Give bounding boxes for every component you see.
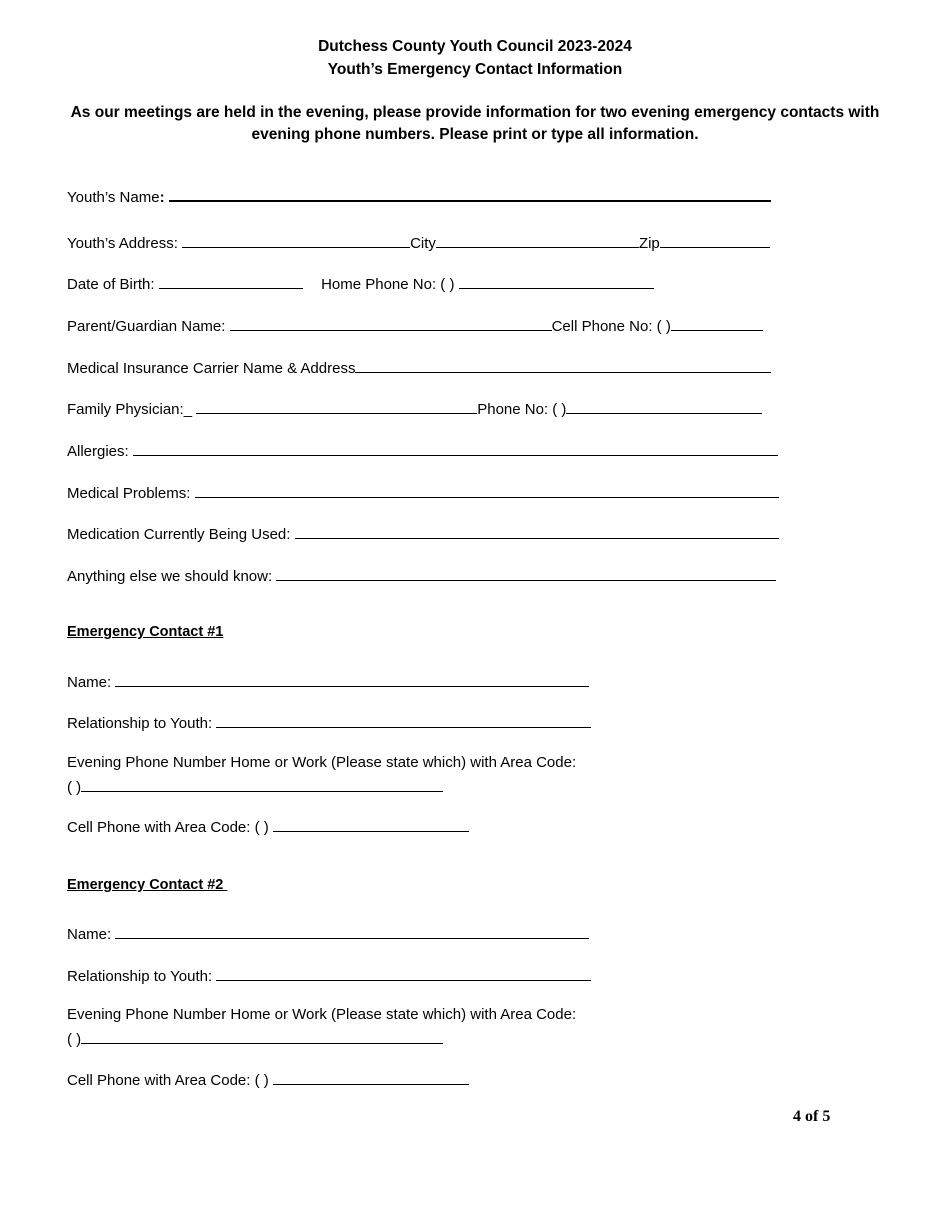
dob-field[interactable] bbox=[159, 273, 303, 289]
contact1-name-label: Name: bbox=[67, 674, 112, 691]
home-phone-field[interactable] bbox=[459, 273, 654, 289]
contact2-name-field[interactable] bbox=[115, 923, 589, 939]
contact1-evening-phone-label: Evening Phone Number Home or Work (Please state which) with Area Code: bbox=[67, 754, 577, 771]
contact1-cell-field[interactable] bbox=[273, 816, 469, 832]
emergency-contact-2-heading: Emergency Contact #2 bbox=[67, 877, 228, 893]
contact2-cell-row bbox=[67, 1069, 469, 1090]
contact1-area-code: ( ) bbox=[67, 779, 82, 796]
contact1-name-row bbox=[67, 671, 589, 692]
contact1-cell-label: Cell Phone with Area Code: ( ) bbox=[67, 819, 269, 836]
allergies-label: Allergies: bbox=[67, 443, 129, 460]
insurance-row bbox=[67, 357, 771, 378]
home-phone-label: Home Phone No: ( ) bbox=[321, 276, 455, 293]
contact2-cell-label: Cell Phone with Area Code: ( ) bbox=[67, 1072, 269, 1089]
form-subtitle: Youth’s Emergency Contact Information bbox=[327, 61, 623, 78]
dob-row bbox=[67, 273, 654, 294]
youth-name-label: Youth’s Name bbox=[67, 189, 160, 206]
contact1-relationship-field[interactable] bbox=[216, 712, 591, 728]
youth-name-colon: : bbox=[159, 189, 165, 206]
zip-label: Zip bbox=[638, 235, 660, 252]
contact2-relationship-label: Relationship to Youth: bbox=[67, 968, 213, 985]
contact2-relationship-row bbox=[67, 965, 591, 986]
youth-name-field[interactable] bbox=[169, 185, 771, 202]
parent-name-field[interactable] bbox=[230, 315, 552, 331]
contact2-cell-field[interactable] bbox=[273, 1069, 469, 1085]
contact2-evening-phone-label: Evening Phone Number Home or Work (Please state which) with Area Code: bbox=[67, 1006, 577, 1023]
contact1-relationship-row bbox=[67, 712, 591, 733]
medical-problems-label: Medical Problems: bbox=[67, 485, 191, 502]
youth-name-row bbox=[67, 185, 771, 207]
insurance-label: Medical Insurance Carrier Name & Address bbox=[67, 360, 356, 377]
contact2-name-label: Name: bbox=[67, 926, 112, 943]
physician-label: Family Physician:_ bbox=[67, 401, 193, 418]
form-title: Dutchess County Youth Council 2023-2024 bbox=[318, 38, 632, 55]
contact1-evening-phone-field[interactable] bbox=[81, 776, 443, 792]
medication-label: Medication Currently Being Used: bbox=[67, 526, 291, 543]
city-label: City bbox=[410, 235, 436, 252]
insurance-field[interactable] bbox=[355, 357, 771, 373]
contact2-name-row bbox=[67, 923, 589, 944]
medical-problems-row bbox=[67, 482, 779, 503]
cell-phone-field[interactable] bbox=[671, 315, 763, 331]
contact2-area-code: ( ) bbox=[67, 1031, 82, 1048]
city-field[interactable] bbox=[436, 232, 639, 248]
zip-field[interactable] bbox=[660, 232, 770, 248]
anything-else-field[interactable] bbox=[276, 565, 776, 581]
contact1-cell-row bbox=[67, 816, 469, 837]
contact1-evening-phone-row bbox=[67, 776, 443, 797]
parent-row bbox=[67, 315, 763, 336]
medication-field[interactable] bbox=[295, 523, 779, 539]
medical-problems-field[interactable] bbox=[195, 482, 779, 498]
parent-name-label: Parent/Guardian Name: bbox=[67, 318, 226, 335]
youth-address-field[interactable] bbox=[182, 232, 410, 248]
dob-label: Date of Birth: bbox=[67, 276, 155, 293]
intro-text: As our meetings are held in the evening, please provide information for two evening emergency contacts with evening phone numbers. Please print or type all information. bbox=[70, 104, 880, 143]
medication-row bbox=[67, 523, 779, 544]
contact2-relationship-field[interactable] bbox=[216, 965, 591, 981]
contact2-evening-phone-field[interactable] bbox=[81, 1028, 443, 1044]
youth-address-row bbox=[67, 232, 770, 253]
allergies-field[interactable] bbox=[133, 440, 778, 456]
physician-row bbox=[67, 398, 762, 419]
allergies-row bbox=[67, 440, 778, 461]
physician-field[interactable] bbox=[196, 398, 477, 414]
contact2-evening-phone-row bbox=[67, 1028, 443, 1049]
cell-phone-label: Cell Phone No: ( ) bbox=[551, 318, 671, 335]
physician-phone-label: Phone No: ( ) bbox=[477, 401, 567, 418]
emergency-contact-1-heading: Emergency Contact #1 bbox=[67, 624, 224, 640]
anything-else-label: Anything else we should know: bbox=[67, 568, 273, 585]
contact1-relationship-label: Relationship to Youth: bbox=[67, 715, 213, 732]
physician-phone-field[interactable] bbox=[566, 398, 762, 414]
page-number: 4 of 5 bbox=[793, 1108, 831, 1125]
anything-else-row bbox=[67, 565, 776, 586]
contact1-name-field[interactable] bbox=[115, 671, 589, 687]
youth-address-label: Youth’s Address: bbox=[67, 235, 178, 252]
